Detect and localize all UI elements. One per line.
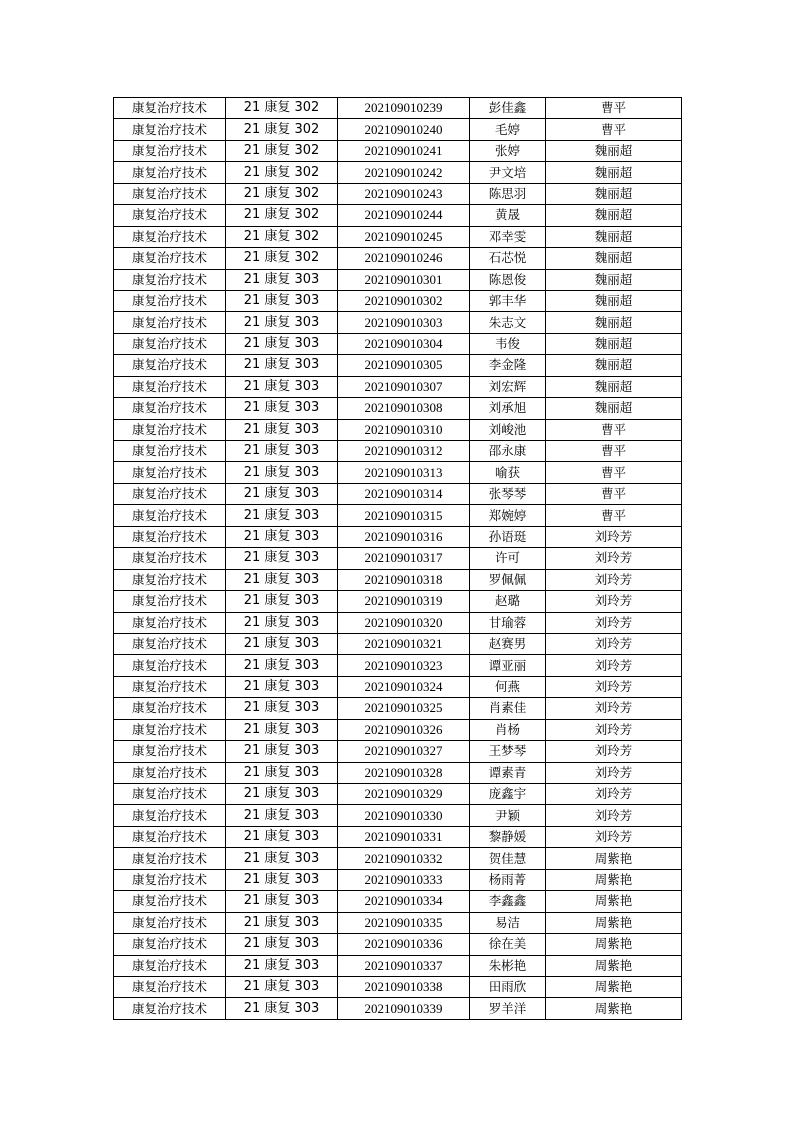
class-cell: 21 康复 303 — [226, 762, 338, 783]
table-row — [114, 976, 682, 997]
class-cell: 21 康复 303 — [226, 569, 338, 590]
major-cell: 康复治疗技术 — [114, 891, 226, 912]
table-row — [114, 248, 682, 269]
student-name-cell: 郭丰华 — [470, 290, 546, 311]
table-row — [114, 698, 682, 719]
major-cell: 康复治疗技术 — [114, 419, 226, 440]
major-cell: 康复治疗技术 — [114, 205, 226, 226]
major-cell: 康复治疗技术 — [114, 183, 226, 204]
student-id-cell: 202109010332 — [338, 848, 470, 869]
student-name-cell: 张婷 — [470, 140, 546, 161]
class-cell: 21 康复 303 — [226, 976, 338, 997]
student-id-cell: 202109010301 — [338, 269, 470, 290]
class-cell: 21 康复 303 — [226, 955, 338, 976]
student-id-cell: 202109010328 — [338, 762, 470, 783]
supervisor-cell: 刘玲芳 — [546, 591, 682, 612]
class-cell: 21 康复 303 — [226, 934, 338, 955]
table-row — [114, 548, 682, 569]
major-cell: 康复治疗技术 — [114, 784, 226, 805]
supervisor-cell: 魏丽超 — [546, 140, 682, 161]
student-id-cell: 202109010319 — [338, 591, 470, 612]
student-id-cell: 202109010338 — [338, 976, 470, 997]
table-row — [114, 805, 682, 826]
student-name-cell: 庞鑫宇 — [470, 784, 546, 805]
supervisor-cell: 魏丽超 — [546, 248, 682, 269]
supervisor-cell: 魏丽超 — [546, 226, 682, 247]
student-id-cell: 202109010244 — [338, 205, 470, 226]
table-row — [114, 441, 682, 462]
major-cell: 康复治疗技术 — [114, 119, 226, 140]
table-row — [114, 848, 682, 869]
student-id-cell: 202109010316 — [338, 526, 470, 547]
table-row — [114, 955, 682, 976]
major-cell: 康复治疗技术 — [114, 333, 226, 354]
supervisor-cell: 周紫艳 — [546, 998, 682, 1019]
supervisor-cell: 周紫艳 — [546, 955, 682, 976]
major-cell: 康复治疗技术 — [114, 826, 226, 847]
student-id-cell: 202109010308 — [338, 398, 470, 419]
student-name-cell: 易洁 — [470, 912, 546, 933]
student-id-cell: 202109010312 — [338, 441, 470, 462]
major-cell: 康复治疗技术 — [114, 612, 226, 633]
student-name-cell: 彭佳鑫 — [470, 98, 546, 119]
major-cell: 康复治疗技术 — [114, 976, 226, 997]
class-cell: 21 康复 303 — [226, 591, 338, 612]
student-name-cell: 谭亚丽 — [470, 655, 546, 676]
supervisor-cell: 刘玲芳 — [546, 741, 682, 762]
supervisor-cell: 刘玲芳 — [546, 569, 682, 590]
major-cell: 康复治疗技术 — [114, 655, 226, 676]
major-cell: 康复治疗技术 — [114, 719, 226, 740]
major-cell: 康复治疗技术 — [114, 162, 226, 183]
student-id-cell: 202109010245 — [338, 226, 470, 247]
supervisor-cell: 刘玲芳 — [546, 762, 682, 783]
student-name-cell: 李鑫鑫 — [470, 891, 546, 912]
student-name-cell: 毛婷 — [470, 119, 546, 140]
table-row — [114, 741, 682, 762]
student-name-cell: 邵永康 — [470, 441, 546, 462]
student-id-cell: 202109010246 — [338, 248, 470, 269]
class-cell: 21 康复 303 — [226, 376, 338, 397]
student-id-cell: 202109010323 — [338, 655, 470, 676]
student-id-cell: 202109010305 — [338, 355, 470, 376]
student-name-cell: 孙语珽 — [470, 526, 546, 547]
student-name-cell: 刘承旭 — [470, 398, 546, 419]
supervisor-cell: 刘玲芳 — [546, 805, 682, 826]
table-row — [114, 612, 682, 633]
class-cell: 21 康复 303 — [226, 269, 338, 290]
supervisor-cell: 刘玲芳 — [546, 719, 682, 740]
supervisor-cell: 魏丽超 — [546, 183, 682, 204]
major-cell: 康复治疗技术 — [114, 483, 226, 504]
supervisor-cell: 魏丽超 — [546, 355, 682, 376]
class-cell: 21 康复 303 — [226, 612, 338, 633]
class-cell: 21 康复 303 — [226, 698, 338, 719]
student-name-cell: 肖素佳 — [470, 698, 546, 719]
student-id-cell: 202109010329 — [338, 784, 470, 805]
table-row — [114, 569, 682, 590]
table-row — [114, 205, 682, 226]
major-cell: 康复治疗技术 — [114, 290, 226, 311]
student-id-cell: 202109010315 — [338, 505, 470, 526]
supervisor-cell: 曹平 — [546, 119, 682, 140]
class-cell: 21 康复 303 — [226, 505, 338, 526]
class-cell: 21 康复 303 — [226, 655, 338, 676]
supervisor-cell: 刘玲芳 — [546, 698, 682, 719]
supervisor-cell: 魏丽超 — [546, 290, 682, 311]
supervisor-cell: 曹平 — [546, 505, 682, 526]
supervisor-cell: 魏丽超 — [546, 269, 682, 290]
table-row — [114, 98, 682, 119]
class-cell: 21 康复 303 — [226, 548, 338, 569]
student-name-cell: 朱志文 — [470, 312, 546, 333]
class-cell: 21 康复 302 — [226, 119, 338, 140]
student-id-cell: 202109010330 — [338, 805, 470, 826]
supervisor-cell: 周紫艳 — [546, 848, 682, 869]
student-name-cell: 刘峻池 — [470, 419, 546, 440]
major-cell: 康复治疗技术 — [114, 805, 226, 826]
supervisor-cell: 曹平 — [546, 441, 682, 462]
student-name-cell: 喻获 — [470, 462, 546, 483]
supervisor-cell: 魏丽超 — [546, 312, 682, 333]
student-name-cell: 张琴琴 — [470, 483, 546, 504]
student-id-cell: 202109010239 — [338, 98, 470, 119]
student-name-cell: 尹文培 — [470, 162, 546, 183]
major-cell: 康复治疗技术 — [114, 998, 226, 1019]
supervisor-cell: 魏丽超 — [546, 333, 682, 354]
table-row — [114, 998, 682, 1019]
class-cell: 21 康复 303 — [226, 333, 338, 354]
class-cell: 21 康复 303 — [226, 805, 338, 826]
student-id-cell: 202109010331 — [338, 826, 470, 847]
major-cell: 康复治疗技术 — [114, 248, 226, 269]
student-id-cell: 202109010318 — [338, 569, 470, 590]
supervisor-cell: 刘玲芳 — [546, 655, 682, 676]
supervisor-cell: 魏丽超 — [546, 398, 682, 419]
class-cell: 21 康复 302 — [226, 248, 338, 269]
student-id-cell: 202109010337 — [338, 955, 470, 976]
supervisor-cell: 刘玲芳 — [546, 633, 682, 654]
class-cell: 21 康复 303 — [226, 441, 338, 462]
table-row — [114, 505, 682, 526]
class-cell: 21 康复 303 — [226, 869, 338, 890]
student-id-cell: 202109010327 — [338, 741, 470, 762]
student-name-cell: 赵璐 — [470, 591, 546, 612]
class-cell: 21 康复 303 — [226, 826, 338, 847]
student-id-cell: 202109010242 — [338, 162, 470, 183]
student-id-cell: 202109010302 — [338, 290, 470, 311]
student-name-cell: 罗佩佩 — [470, 569, 546, 590]
supervisor-cell: 周紫艳 — [546, 912, 682, 933]
student-id-cell: 202109010303 — [338, 312, 470, 333]
major-cell: 康复治疗技术 — [114, 355, 226, 376]
student-id-cell: 202109010326 — [338, 719, 470, 740]
student-id-cell: 202109010333 — [338, 869, 470, 890]
student-id-cell: 202109010313 — [338, 462, 470, 483]
table-row — [114, 290, 682, 311]
student-name-cell: 刘宏辉 — [470, 376, 546, 397]
major-cell: 康复治疗技术 — [114, 934, 226, 955]
supervisor-cell: 曹平 — [546, 98, 682, 119]
class-cell: 21 康复 303 — [226, 784, 338, 805]
table-row — [114, 269, 682, 290]
table-row — [114, 591, 682, 612]
table-body — [114, 98, 682, 1020]
student-name-cell: 黄晟 — [470, 205, 546, 226]
major-cell: 康复治疗技术 — [114, 548, 226, 569]
major-cell: 康复治疗技术 — [114, 633, 226, 654]
supervisor-cell: 刘玲芳 — [546, 676, 682, 697]
class-cell: 21 康复 303 — [226, 462, 338, 483]
supervisor-cell: 周紫艳 — [546, 869, 682, 890]
major-cell: 康复治疗技术 — [114, 955, 226, 976]
supervisor-cell: 刘玲芳 — [546, 548, 682, 569]
student-name-cell: 郑婉婷 — [470, 505, 546, 526]
student-name-cell: 田雨欣 — [470, 976, 546, 997]
class-cell: 21 康复 303 — [226, 312, 338, 333]
major-cell: 康复治疗技术 — [114, 462, 226, 483]
major-cell: 康复治疗技术 — [114, 505, 226, 526]
major-cell: 康复治疗技术 — [114, 140, 226, 161]
student-name-cell: 徐在美 — [470, 934, 546, 955]
class-cell: 21 康复 303 — [226, 998, 338, 1019]
student-name-cell: 韦俊 — [470, 333, 546, 354]
class-cell: 21 康复 302 — [226, 140, 338, 161]
student-id-cell: 202109010304 — [338, 333, 470, 354]
class-cell: 21 康复 303 — [226, 290, 338, 311]
student-name-cell: 许可 — [470, 548, 546, 569]
major-cell: 康复治疗技术 — [114, 591, 226, 612]
class-cell: 21 康复 302 — [226, 98, 338, 119]
class-cell: 21 康复 303 — [226, 419, 338, 440]
major-cell: 康复治疗技术 — [114, 441, 226, 462]
major-cell: 康复治疗技术 — [114, 269, 226, 290]
supervisor-cell: 刘玲芳 — [546, 784, 682, 805]
table-row — [114, 483, 682, 504]
table-row — [114, 891, 682, 912]
student-id-cell: 202109010310 — [338, 419, 470, 440]
student-name-cell: 罗羊洋 — [470, 998, 546, 1019]
student-id-cell: 202109010325 — [338, 698, 470, 719]
student-id-cell: 202109010320 — [338, 612, 470, 633]
student-name-cell: 李金隆 — [470, 355, 546, 376]
major-cell: 康复治疗技术 — [114, 398, 226, 419]
major-cell: 康复治疗技术 — [114, 312, 226, 333]
student-id-cell: 202109010335 — [338, 912, 470, 933]
student-id-cell: 202109010324 — [338, 676, 470, 697]
class-cell: 21 康复 303 — [226, 483, 338, 504]
supervisor-cell: 魏丽超 — [546, 205, 682, 226]
class-cell: 21 康复 303 — [226, 633, 338, 654]
class-cell: 21 康复 303 — [226, 848, 338, 869]
table-row — [114, 826, 682, 847]
class-cell: 21 康复 303 — [226, 912, 338, 933]
student-id-cell: 202109010241 — [338, 140, 470, 161]
table-row — [114, 140, 682, 161]
supervisor-cell: 刘玲芳 — [546, 526, 682, 547]
class-cell: 21 康复 303 — [226, 398, 338, 419]
major-cell: 康复治疗技术 — [114, 698, 226, 719]
table-row — [114, 119, 682, 140]
table-row — [114, 633, 682, 654]
major-cell: 康复治疗技术 — [114, 569, 226, 590]
table-row — [114, 869, 682, 890]
student-id-cell: 202109010339 — [338, 998, 470, 1019]
major-cell: 康复治疗技术 — [114, 869, 226, 890]
table-row — [114, 355, 682, 376]
supervisor-cell: 周紫艳 — [546, 934, 682, 955]
major-cell: 康复治疗技术 — [114, 762, 226, 783]
table-row — [114, 912, 682, 933]
student-name-cell: 黎静媛 — [470, 826, 546, 847]
table-row — [114, 784, 682, 805]
supervisor-cell: 周紫艳 — [546, 976, 682, 997]
student-id-cell: 202109010314 — [338, 483, 470, 504]
supervisor-cell: 曹平 — [546, 462, 682, 483]
student-name-cell: 尹颖 — [470, 805, 546, 826]
table-row — [114, 462, 682, 483]
supervisor-cell: 魏丽超 — [546, 376, 682, 397]
student-id-cell: 202109010336 — [338, 934, 470, 955]
major-cell: 康复治疗技术 — [114, 676, 226, 697]
student-name-cell: 贺佳慧 — [470, 848, 546, 869]
student-name-cell: 赵赛男 — [470, 633, 546, 654]
table-row — [114, 676, 682, 697]
student-name-cell: 邓幸雯 — [470, 226, 546, 247]
major-cell: 康复治疗技术 — [114, 376, 226, 397]
table-row — [114, 934, 682, 955]
table-row — [114, 526, 682, 547]
class-cell: 21 康复 303 — [226, 741, 338, 762]
class-cell: 21 康复 303 — [226, 891, 338, 912]
table-row — [114, 398, 682, 419]
student-name-cell: 谭素青 — [470, 762, 546, 783]
table-row — [114, 312, 682, 333]
student-name-cell: 甘瑜蓉 — [470, 612, 546, 633]
supervisor-cell: 曹平 — [546, 483, 682, 504]
student-id-cell: 202109010243 — [338, 183, 470, 204]
class-cell: 21 康复 303 — [226, 355, 338, 376]
student-id-cell: 202109010307 — [338, 376, 470, 397]
class-cell: 21 康复 302 — [226, 226, 338, 247]
student-name-cell: 杨雨菁 — [470, 869, 546, 890]
major-cell: 康复治疗技术 — [114, 526, 226, 547]
table-row — [114, 762, 682, 783]
table-row — [114, 419, 682, 440]
student-name-cell: 王梦琴 — [470, 741, 546, 762]
major-cell: 康复治疗技术 — [114, 912, 226, 933]
supervisor-cell: 刘玲芳 — [546, 612, 682, 633]
student-name-cell: 石芯悦 — [470, 248, 546, 269]
student-name-cell: 朱彬艳 — [470, 955, 546, 976]
student-name-cell: 何燕 — [470, 676, 546, 697]
major-cell: 康复治疗技术 — [114, 741, 226, 762]
student-name-cell: 陈思羽 — [470, 183, 546, 204]
table-row — [114, 719, 682, 740]
student-assignment-table — [113, 97, 682, 1020]
student-id-cell: 202109010321 — [338, 633, 470, 654]
major-cell: 康复治疗技术 — [114, 98, 226, 119]
student-id-cell: 202109010240 — [338, 119, 470, 140]
class-cell: 21 康复 302 — [226, 162, 338, 183]
table-row — [114, 376, 682, 397]
supervisor-cell: 魏丽超 — [546, 162, 682, 183]
supervisor-cell: 刘玲芳 — [546, 826, 682, 847]
supervisor-cell: 曹平 — [546, 419, 682, 440]
table-row — [114, 333, 682, 354]
student-id-cell: 202109010317 — [338, 548, 470, 569]
table-row — [114, 183, 682, 204]
class-cell: 21 康复 303 — [226, 719, 338, 740]
student-name-cell: 肖杨 — [470, 719, 546, 740]
table-row — [114, 655, 682, 676]
table-row — [114, 226, 682, 247]
table-row — [114, 162, 682, 183]
class-cell: 21 康复 303 — [226, 526, 338, 547]
major-cell: 康复治疗技术 — [114, 226, 226, 247]
student-id-cell: 202109010334 — [338, 891, 470, 912]
class-cell: 21 康复 302 — [226, 205, 338, 226]
class-cell: 21 康复 303 — [226, 676, 338, 697]
class-cell: 21 康复 302 — [226, 183, 338, 204]
major-cell: 康复治疗技术 — [114, 848, 226, 869]
student-name-cell: 陈恩俊 — [470, 269, 546, 290]
supervisor-cell: 周紫艳 — [546, 891, 682, 912]
